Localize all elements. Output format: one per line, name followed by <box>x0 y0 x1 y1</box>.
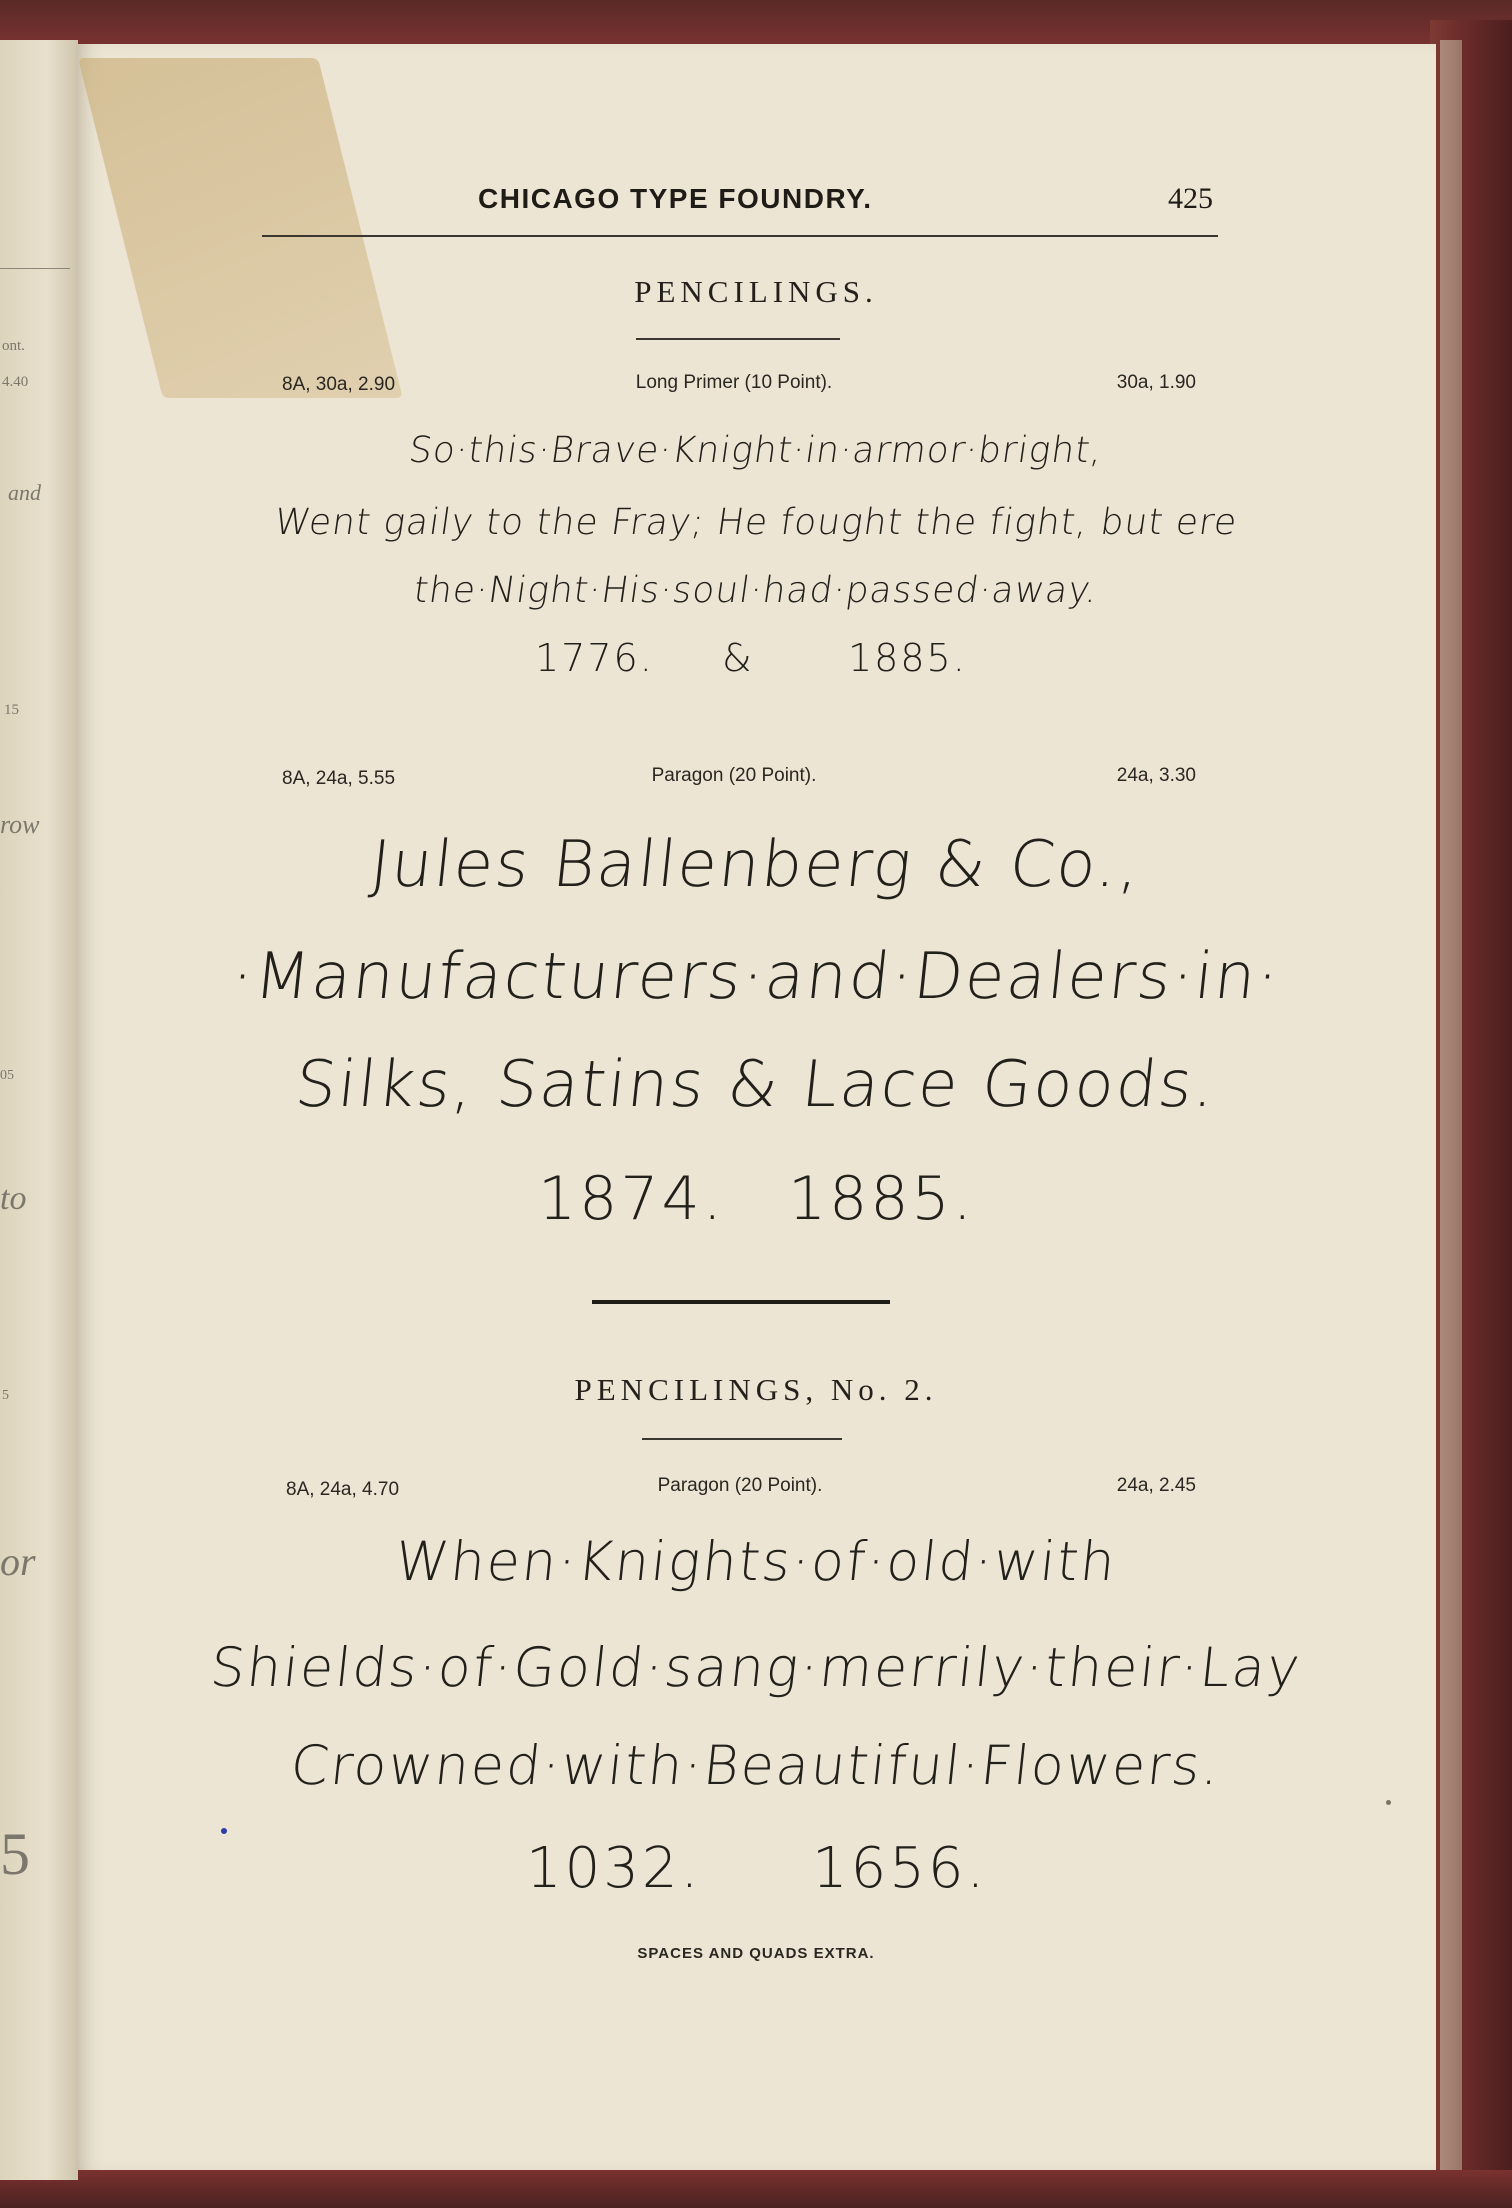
spec-size-name: Paragon (20 Point). <box>657 1475 823 1496</box>
specimen-line: Crowned·with·Beautiful·Flowers. <box>287 1734 1225 1797</box>
section-title-pencilings: PENCILINGS. <box>634 274 878 309</box>
specimen-number: 1032. <box>526 1836 702 1901</box>
left-page-fragment: row <box>0 810 40 839</box>
specimen-number: 1885. <box>788 1164 975 1234</box>
spec-price-left: 8A, 24a, 5.55 <box>282 768 396 789</box>
specimen-number: 1656. <box>812 1836 988 1901</box>
running-head: CHICAGO TYPE FOUNDRY. <box>478 183 873 214</box>
specimen-line: Went gaily to the Fray; He fought the fight, but ere <box>271 502 1241 543</box>
book-cover-top <box>0 0 1512 48</box>
paper-speck <box>1386 1800 1391 1805</box>
left-page-fragment: and <box>8 480 41 505</box>
specimen-line: ·Manufacturers·and·Dealers·in· <box>228 940 1284 1014</box>
spec-price-left: 8A, 30a, 2.90 <box>282 374 396 395</box>
left-page-fragment: 5 <box>0 1821 30 1887</box>
left-page-fragment: 15 <box>4 702 19 718</box>
specimen-number: 1874. <box>538 1164 725 1234</box>
section-title-pencilings-no-2: PENCILINGS, No. 2. <box>574 1372 938 1407</box>
specimen-line: Jules Ballenberg & Co., <box>366 828 1146 902</box>
specimen-line: When·Knights·of·old·with <box>392 1530 1120 1593</box>
section-title-rule <box>636 338 840 340</box>
specimen-number: 1885. <box>848 636 967 680</box>
left-page-fragment: or <box>0 1539 36 1584</box>
specimen-line: Shields·of·Gold·sang·merrily·their·Lay <box>207 1636 1305 1699</box>
section-divider <box>592 1300 890 1304</box>
left-page-rule <box>0 268 70 269</box>
specimen-line: the·Night·His·soul·had·passed·away. <box>411 570 1101 611</box>
left-page-fragment: 5 <box>2 1388 9 1403</box>
spec-price-right: 24a, 3.30 <box>1116 765 1196 786</box>
spec-price-right: 24a, 2.45 <box>1116 1475 1196 1496</box>
spaces-and-quads-note: SPACES AND QUADS EXTRA. <box>637 1945 875 1962</box>
left-page-fragment: ont. <box>2 338 25 354</box>
specimen-line: So·this·Brave·Knight·in·armor·bright, <box>406 430 1106 471</box>
specimen-line: Silks, Satins & Lace Goods. <box>291 1048 1221 1122</box>
section-title-rule <box>642 1438 842 1440</box>
header-rule <box>262 235 1218 237</box>
ink-dot <box>221 1828 227 1834</box>
left-page-fragment: 05 <box>0 1068 14 1083</box>
spec-price-left: 8A, 24a, 4.70 <box>286 1479 400 1500</box>
specimen-number: 1776. <box>535 636 654 680</box>
left-page-fragment: to <box>0 1180 27 1217</box>
spec-size-name: Paragon (20 Point). <box>651 765 817 786</box>
page-number: 425 <box>1168 182 1213 215</box>
spec-size-name: Long Primer (10 Point). <box>635 372 833 393</box>
left-page-fragment: 4.40 <box>2 374 29 390</box>
specimen-ampersand: & <box>722 636 754 680</box>
spec-price-right: 30a, 1.90 <box>1116 372 1196 393</box>
book-cover-bottom <box>0 2170 1512 2208</box>
